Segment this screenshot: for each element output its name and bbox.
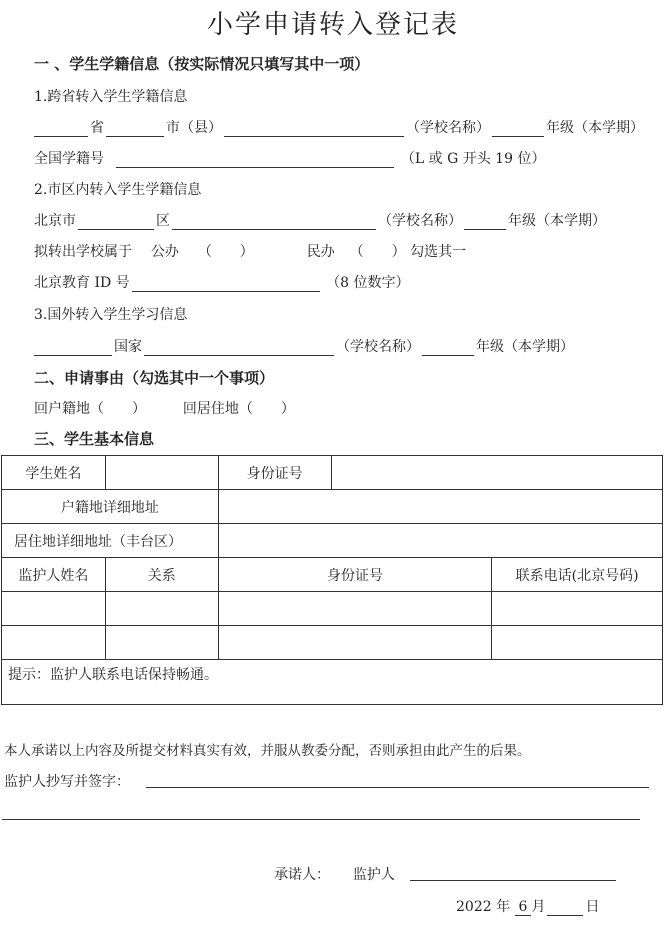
form-title: 小学申请转入登记表: [206, 10, 459, 40]
edu-id-row: [34, 272, 409, 292]
student-info-table: [1, 455, 663, 705]
grade-label: 年级（本学期）: [546, 120, 644, 136]
table-row: [2, 558, 663, 592]
country-field[interactable]: [34, 340, 112, 356]
date-month-field[interactable]: 6: [515, 899, 532, 916]
sub2-school-label: （学校名称）: [378, 213, 462, 229]
grade-field[interactable]: [492, 121, 544, 137]
sub2-grade-field[interactable]: [464, 214, 506, 230]
national-id-row: [34, 148, 545, 168]
guardian-name-header: 监护人姓名: [2, 558, 106, 592]
promiser-label: 承诺人：: [274, 867, 330, 883]
table-row: [2, 456, 663, 490]
sub2-location-row: [34, 210, 606, 230]
sub3-grade-field[interactable]: [422, 340, 474, 356]
sub1-location-row: [32, 117, 644, 137]
city-label: 市（县）: [166, 120, 222, 136]
national-id-label: 全国学籍号: [34, 151, 104, 167]
student-name-cell[interactable]: [105, 456, 218, 490]
beijing-label: 北京市: [34, 213, 76, 229]
edu-id-hint: （8 位数字）: [326, 275, 410, 291]
section1-heading: 一 、学生学籍信息（按实际情况只填写其中一项）: [34, 55, 370, 73]
table-row: [2, 524, 663, 558]
date-row: [456, 896, 599, 916]
commitment-statement: 本人承诺以上内容及所提交材料真实有效，并服从教委分配，否则承担由此产生的后果。: [4, 743, 531, 759]
relation-cell[interactable]: [105, 626, 218, 660]
district-label: 区: [156, 213, 170, 229]
date-month-label: 月: [531, 899, 546, 915]
sub3-grade-label: 年级（本学期）: [476, 339, 574, 355]
national-id-field[interactable]: [116, 152, 394, 168]
sub2-school-field[interactable]: [172, 214, 376, 230]
guardian-signature-line[interactable]: [410, 880, 616, 881]
hukou-address-cell[interactable]: [218, 490, 662, 524]
sub3-heading: 3.国外转入学生学习信息: [34, 307, 188, 323]
date-year: 2022 年: [456, 899, 511, 915]
school-name-label: （学校名称）: [406, 120, 490, 136]
guardian-id-cell[interactable]: [218, 592, 492, 626]
sub2-grade-label: 年级（本学期）: [508, 213, 606, 229]
sub3-location-row: [32, 336, 574, 356]
school-name-field[interactable]: [224, 121, 404, 137]
guardian-id-cell[interactable]: [218, 626, 492, 660]
date-day-label: 日: [585, 899, 600, 915]
phone-cell[interactable]: [492, 592, 663, 626]
copy-sign-line-1[interactable]: [146, 787, 649, 788]
residence-address-cell[interactable]: [218, 524, 662, 558]
district-field[interactable]: [78, 214, 154, 230]
country-label: 国家: [114, 339, 142, 355]
student-id-label: 身份证号: [218, 456, 331, 490]
table-row: [2, 626, 663, 660]
school-type-label: 拟转出学校属于: [34, 244, 132, 260]
guardian-name-cell[interactable]: [2, 592, 106, 626]
table-row: [2, 490, 663, 524]
hukou-address-label: 户籍地详细地址: [2, 490, 219, 524]
sub2-heading: 2.市区内转入学生学籍信息: [34, 182, 202, 198]
relation-cell[interactable]: [105, 592, 218, 626]
section3-heading: 三、学生基本信息: [34, 430, 155, 448]
tip-text: 提示：监护人联系电话保持畅通。: [2, 660, 663, 705]
phone-cell[interactable]: [492, 626, 663, 660]
private-label: 民办: [306, 244, 335, 260]
school-type-row: [34, 241, 466, 261]
national-id-hint: （L 或 G 开头 19 位）: [400, 151, 546, 167]
guardian-name-cell[interactable]: [2, 626, 106, 660]
table-row: [2, 592, 663, 626]
date-day-field[interactable]: [547, 900, 583, 916]
student-name-label: 学生姓名: [2, 456, 106, 490]
reason-row: [34, 398, 295, 418]
residence-address-label: 居住地详细地址（丰台区）: [2, 524, 219, 558]
edu-id-label: 北京教育 ID 号: [34, 275, 130, 291]
section2-heading: 二、申请事由（勾选其中一个事项）: [34, 369, 275, 387]
private-checkbox[interactable]: （ ）: [349, 244, 406, 260]
city-field[interactable]: [106, 121, 164, 137]
phone-header: 联系电话(北京号码): [492, 558, 663, 592]
student-id-cell[interactable]: [331, 456, 662, 490]
sub3-school-field[interactable]: [144, 340, 334, 356]
province-field[interactable]: [34, 121, 88, 137]
province-label: 省: [90, 120, 104, 136]
copy-sign-label: 监护人抄写并签字：: [4, 774, 130, 790]
promiser-row: [274, 864, 395, 884]
guardian-id-header: 身份证号: [218, 558, 492, 592]
public-checkbox[interactable]: （ ）: [197, 244, 254, 260]
sub1-heading: 1.跨省转入学生学籍信息: [34, 89, 188, 105]
reason-hukou-option[interactable]: 回户籍地（ ）: [34, 401, 146, 417]
sub3-school-label: （学校名称）: [336, 339, 420, 355]
public-label: 公办: [150, 244, 179, 260]
copy-sign-line-2[interactable]: [2, 819, 640, 820]
choose-one-label: 勾选其一: [410, 244, 467, 260]
reason-residence-option[interactable]: 回居住地（ ）: [182, 401, 295, 417]
table-row: [2, 660, 663, 705]
guardian-sign-label: 监护人: [352, 867, 395, 883]
edu-id-field[interactable]: [132, 276, 320, 292]
relation-header: 关系: [105, 558, 218, 592]
